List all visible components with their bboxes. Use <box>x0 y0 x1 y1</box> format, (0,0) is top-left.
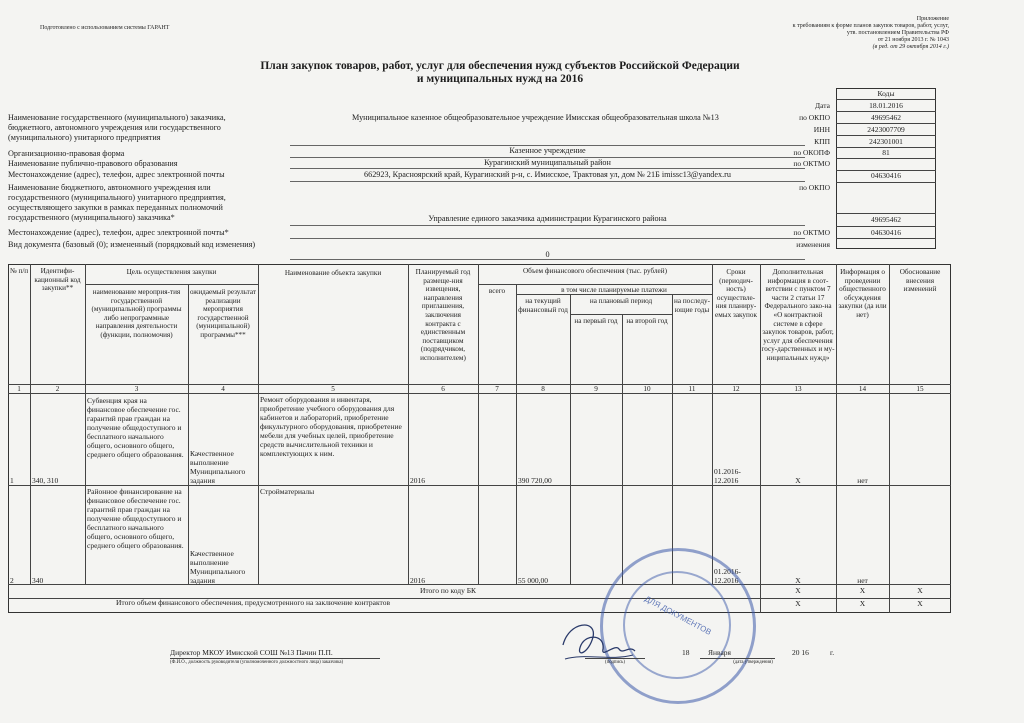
signatory-caption: (Ф.И.О., должность руководителя (уполномоченного должностного лица) заказчика) <box>170 660 344 665</box>
row-year: 2016 <box>410 476 425 485</box>
customer-label: Наименование государственного (муниципального) заказчика, бюджетного, автономного учреждения или государственного (муниципального) унитарного предприятия <box>8 113 226 142</box>
row-code: 340, 310 <box>32 476 59 485</box>
row-result: Качественное выполнение Муниципального задания <box>190 549 246 585</box>
total-x: X <box>917 586 923 595</box>
header-total: всего <box>488 287 506 295</box>
row-event: Районное финансирование на финансовое обеспечение гос. гарантий прав граждан на получение общедоступного и бесплатного начального общего, основного общего, среднего общего образования. <box>87 487 184 550</box>
row-current: 390 720,00 <box>518 476 552 485</box>
total-by-bk-label: Итого по коду БК <box>419 586 476 595</box>
header-changes: Обоснование внесения изменений <box>899 268 941 294</box>
header-first: на первый год <box>574 317 618 325</box>
col-number: 6 <box>441 385 445 393</box>
changes-label: изменения <box>796 240 830 249</box>
oktmo-label: по ОКТМО <box>793 159 830 168</box>
header-goal: Цель осуществления закупки <box>126 268 217 276</box>
form-label: Организационно-правовая форма <box>8 149 125 158</box>
row-num: 1 <box>10 476 14 485</box>
okpo2-label: по ОКПО <box>799 183 830 192</box>
source-note: Подготовлено с использованием системы ГАРАНТ <box>40 25 170 31</box>
header-result: ожидаемый результат реализации мероприятия государственной (муниципальной) программы*** <box>189 288 257 339</box>
row-num: 2 <box>10 576 14 585</box>
appendix-line: утв. постановлением Правительства РФ <box>846 30 949 36</box>
col-number: 10 <box>643 385 651 393</box>
col-number: 11 <box>688 385 696 393</box>
total-x: X <box>917 599 923 608</box>
col-number: 5 <box>331 385 335 393</box>
row-extra: X <box>795 576 801 585</box>
codes-header: Коды <box>877 89 895 98</box>
header-second: на второй год <box>626 317 668 325</box>
oktmo3-label: по ОКТМО <box>793 228 830 237</box>
row-current: 55 000,00 <box>518 576 548 585</box>
row-extra: X <box>795 476 801 485</box>
header-incl: в том числе планируемые платежи <box>561 286 667 294</box>
approval-day: 18 <box>682 648 690 657</box>
okpo-label: по ОКПО <box>799 113 830 122</box>
total-volume-label: Итого объем финансового обеспечения, предусмотренного на заключение контрактов <box>116 598 390 607</box>
header-discussion: Информация о проведении общественного обсуждения закупки (да или нет) <box>838 268 887 319</box>
inn-value: 2423007709 <box>867 125 905 134</box>
row-period: 01.2016-12.2016 <box>714 467 741 485</box>
customer-value: Муниципальное казенное общеобразовательное учреждение Имисская общеобразовательная школа №13 <box>352 113 719 122</box>
title-line-1: План закупок товаров, работ, услуг для обеспечения нужд субъектов Российской Федерации <box>260 60 740 72</box>
address-label: Местонахождение (адрес), телефон, адрес электронной почты <box>8 170 225 179</box>
approval-year: 20 16 <box>792 648 809 657</box>
total-x: X <box>859 586 866 595</box>
okopf-label: по ОКОПФ <box>793 148 830 157</box>
col-number: 4 <box>221 385 225 393</box>
col-number: 7 <box>495 385 499 393</box>
approval-date-caption: (дата утверждения) <box>733 660 773 665</box>
col-number: 3 <box>134 385 139 393</box>
oktmo3-value: 04630416 <box>871 228 901 237</box>
okpo-value: 49695462 <box>871 113 901 122</box>
col-number: 2 <box>55 385 60 393</box>
appendix-line: от 21 ноября 2013 г. № 1043 <box>877 37 949 43</box>
stamp-text: ДЛЯ ДОКУМЕНТОВ <box>643 594 713 637</box>
okpo2-value: 49695462 <box>871 215 901 224</box>
header-later: на последу-ющие годы <box>674 297 710 314</box>
header-year: Планируемый год размеще-ния извещения, направления приглашения, заключения контракта с единственным поставщиком (подрядчиком, исполнителем) <box>415 268 471 362</box>
delegate-address-label: Местонахождение (адрес), телефон, адрес электронной почты* <box>8 228 229 237</box>
delegate-label: Наименование бюджетного, автономного учреждения или государственного (муниципального) унитарного предприятия, осуществляющего закупки в рамках переданных полномочий государственного (муниципального) заказчика* <box>8 183 226 222</box>
appendix-note <box>699 16 949 51</box>
col-number: 14 <box>858 385 867 393</box>
appendix-line: к требованиям к форме планов закупок товаров, работ, услуг, <box>792 23 949 29</box>
document-title <box>180 60 820 86</box>
row-year: 2016 <box>410 576 425 585</box>
form-value: Казенное учреждение <box>509 146 586 155</box>
signatory-name: Директор МКОУ Имисской СОШ №13 Пачин П.П. <box>170 648 333 657</box>
total-x: X <box>795 586 801 595</box>
kpp-value: 242301001 <box>869 137 903 146</box>
col-number: 12 <box>732 385 740 393</box>
total-x: X <box>859 599 866 608</box>
row-object: Ремонт оборудования и инвентаря, приобретение учебного оборудования для кабинетов и лабораторий, приобретение фикультурного оборудования, приобретение мебели для учебных целей, приобретение средств вычислительной техники и комплектующих к ним. <box>260 395 402 458</box>
row-event: Субвенция края на финансовое обеспечение гос. гарантий прав граждан на получение общедоступного и бесплатного начального общего, основного общего, среднего общего образования. <box>87 396 184 459</box>
total-x: X <box>795 599 801 608</box>
address-value: 662923, Красноярский край, Курагинский р-н, с. Имисское, Трактовая ул, дом № 21Б imissc13@yandex.ru <box>364 170 731 179</box>
row-discussion: нет <box>857 476 868 485</box>
approval-year-suffix: г. <box>830 648 835 657</box>
date-label: Дата <box>815 101 830 110</box>
row-code: 340 <box>32 576 44 585</box>
header-code: Идентифи-кационный код закупки** <box>34 267 81 293</box>
kpp-label: КПП <box>814 137 830 146</box>
header-num: № п/п <box>9 267 29 275</box>
appendix-line: (в ред. от 29 октября 2014 г.) <box>872 44 949 50</box>
col-number: 15 <box>916 385 924 393</box>
appendix-line: Приложение <box>916 16 949 22</box>
row-discussion: нет <box>857 576 868 585</box>
inn-label: ИНН <box>813 125 830 134</box>
header-object: Наименование объекта закупки <box>284 269 382 277</box>
procurement-table <box>8 264 951 614</box>
header-current: на текущий финансовый год <box>518 297 568 314</box>
title-line-2: и муниципальных нужд на 2016 <box>416 73 584 85</box>
date-value: 18.01.2016 <box>869 101 903 110</box>
row-object: Стройматериалы <box>260 487 315 496</box>
row-period: 01.2016-12.2016 <box>714 567 741 585</box>
signature-caption: (подпись) <box>605 660 625 665</box>
col-number: 1 <box>17 385 21 393</box>
doc-type-label: Вид документа (базовый (0); измененный (порядковый код изменения) <box>8 240 256 249</box>
header-volume: Объем финансового обеспечения (тыс. рублей) <box>522 267 667 275</box>
col-number: 8 <box>541 385 545 393</box>
doc-type-value: 0 <box>545 250 550 259</box>
header-period: Сроки (периодич-ность) осуществле-ния планиру-емых закупок <box>715 268 757 319</box>
header-event: наименование мероприя-тия государственной (муниципальной) программы либо непрограммные направления деятельности (функции, полномочия) <box>91 288 182 339</box>
col-number: 9 <box>594 385 598 393</box>
row-result: Качественное выполнение Муниципального задания <box>190 449 246 485</box>
okopf-value: 81 <box>882 148 890 157</box>
header-extra: Дополнительная информация в соот-ветствии с пунктом 7 части 2 статьи 17 Федерального зако-на «О контрактной системе в сфере закупок товаров, работ, услуг для обеспечения госу-дарственных и му-ниципальных нужд» <box>761 268 835 362</box>
municipality-value: Курагинский муниципальный район <box>484 158 611 167</box>
header-plan: на плановый период <box>589 297 653 305</box>
col-number: 13 <box>794 385 802 393</box>
oktmo-value: 04630416 <box>871 171 901 180</box>
delegate-value: Управление единого заказчика администрации Курагинского района <box>428 214 667 223</box>
municipality-label: Наименование публично-правового образования <box>8 159 178 168</box>
approval-month: Января <box>708 648 731 657</box>
